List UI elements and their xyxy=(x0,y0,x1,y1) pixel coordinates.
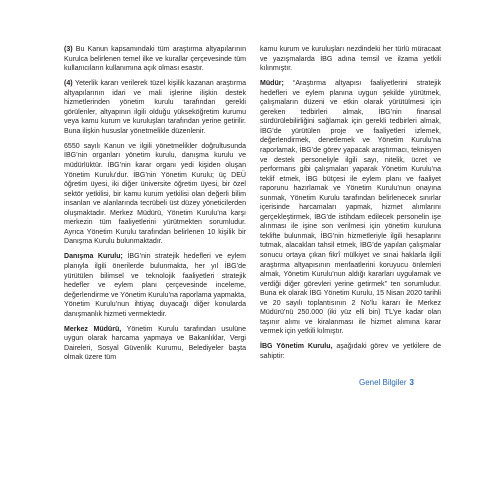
page-number: 3 xyxy=(409,378,414,387)
paragraph-yonetim-kurulu xyxy=(260,342,441,361)
paragraph-mudur xyxy=(260,79,441,337)
right-text-column xyxy=(260,45,441,362)
paragraph-body: Yönetim Kurulu tarafından usulüne uygun olarak harcama yapmaya ve Bakanlıklar, Vergi Daireleri, Sosyal Güvenlik Kurumu, Belediyeler başta olmak üzere tüm xyxy=(64,325,246,362)
paragraph-kanun-3 xyxy=(64,45,246,74)
paragraph-lead: Merkez Müdürü, xyxy=(64,325,122,333)
page-footer xyxy=(359,378,414,387)
paragraph-kanun-4 xyxy=(64,79,246,136)
paragraph-danisma-kurulu xyxy=(64,252,246,319)
paragraph-merkez-muduru xyxy=(64,325,246,363)
paragraph-lead: İBG Yönetim Kurulu, xyxy=(260,343,333,351)
paragraph-body: İBG’nin stratejik hedefleri ve eylem planıyla ilgili önerilerde bulunmakta, her yıl İBG’de yürütülen bilimsel ve teknolojik faaliyetleri stratejik hedefler ve eylem planı çerçevesinde inceleme, değerlendirme ve Yönetim Kurulu’na raporlama yapmakta, Yönetim Kurulu’nun ihtiyaç duyacağı diğer konularda danışmanlık hizmeti vermektedir. xyxy=(64,253,247,318)
paragraph-body: kamu kurum ve kuruluşları nezdindeki her türlü müracaat ve yazışmalarda İBG adına temsil ve ilzama yetkili kılınmıştır. xyxy=(260,46,441,73)
paragraph-body: aşağıdaki görev ve yetkilere de sahiptir: xyxy=(260,343,441,360)
paragraph-lead: (3) xyxy=(64,46,73,53)
paragraph-body: Bu Kanun kapsamındaki tüm araştırma altyapılarının Kurulca belirlenen temel ilke ve kurallar çerçevesinde tüm kullanıcıların kullanımına açık olması esastır. xyxy=(64,46,246,73)
paragraph-lead: Danışma Kurulu; xyxy=(64,253,123,261)
paragraph-continuation xyxy=(260,45,441,74)
paragraph-body: 6550 sayılı Kanun ve ilgili yönetmelikler doğrultusunda İBG’nin organları yönetim kurulu, danışma kurulu ve müdürlüktür. İBG’nin karar organı yedi kişiden oluşan Yönetim Kurulu’dur. İBG’nin Yönetim Kurulu; üç DEÜ öğretim üyesi, iki diğer üniversite öğretim üyesi, bir özel sektör yetkilisi, bir kamu kurum yetkilisi olan değerli bilim insanları ve alanlarında tecrübeli üst düzey yöneticilerden oluşmaktadır. Merkez Müdürü, Yönetim Kurulu’na karşı merkezin tüm faaliyetlerini yürütmekten sorumludur. Ayrıca Yönetim Kurulu tarafından belirlenen 10 kişilik bir Danışma Kurulu bulunmaktadır. xyxy=(64,142,246,246)
paragraph-organlar xyxy=(64,142,246,247)
paragraph-lead: (4) xyxy=(64,80,73,88)
paragraph-lead: Müdür; xyxy=(260,80,284,88)
paragraph-body: “Araştırma altyapısı faaliyetlerini stratejik hedefleri ve eylem planına uygun şekilde yürütmek, çalışmaların düzeni ve etkin olarak yürütülmesi için gereken tedbirleri almak, İBG’nin finansal sürdürülebilirliğini sağlamak için gerekli tedbirleri almak, İBG’de yürütülen proje ve faaliyetleri izlemek, değerlendirmek, denetlemek ve Yönetim Kurulu’na raporlamak, İBG’de görev yapacak araştırmacı, teknisyen ve destek personeliyle ilgili sayı, nitelik, ücret ve performans gibi çalışmaları yaparak Yönetim Kurulu’na teklif etmek, İBG bütçesi ile eylem planı ve faaliyet raporunu hazırlamak ve Yönetim Kurulu’nun onayına sunmak, Yönetim Kurulu tarafından belirlenecek sınırlar içerisinde harcamaları yapmak, hizmet alımlarını gerçekleştirmek, İBG’de istihdam edilecek personelin işe alınması ile işine son verilmesi için yönetim kuruluna teklifte bulunmak, İBG’nin hizmetleriyle ilgili hesaplarını tutmak, alacakları tahsil etmek, İBG’de yapılan çalışmalar sonucu ortaya çıkan fikrî mülkiyet ve sınai haklarla ilgili araştırma altyapısının menfaatlerini koruyucu önlemleri almak, Yönetim Kurulu’nun aldığı kararları uygulamak ve verdiği diğer görevleri yerine getirmek” ten sorumludur. Buna ek olarak İBG Yönetim Kurulu, 15 Nisan 2020 tarihli ve 20 sayılı toplantısının 2 No’lu kararı ile Merkez Müdürü’nü 250.000 (iki yüz elli bin) TL’ye kadar olan taşınır alımı ve kiralanması ile hizmet alımına karar vermek için yetkili kılmıştır. xyxy=(260,80,441,336)
left-text-column xyxy=(64,45,246,363)
footer-section-title: Genel Bilgiler xyxy=(358,378,407,387)
paragraph-body: Yeterlik kararı verilerek tüzel kişilik kazanan araştırma altyapılarının idari ve mali işlerine ilişkin destek hizmetlerinden yönetim kurulu tarafından gerekli görülenler, altyapının ilgili olduğu yükseköğretim kurumu veya kamu kurum ve kuruluşları tarafından yerine getirilir. Buna ilişkin hususlar yönetmelikle düzenlenir. xyxy=(64,80,246,135)
